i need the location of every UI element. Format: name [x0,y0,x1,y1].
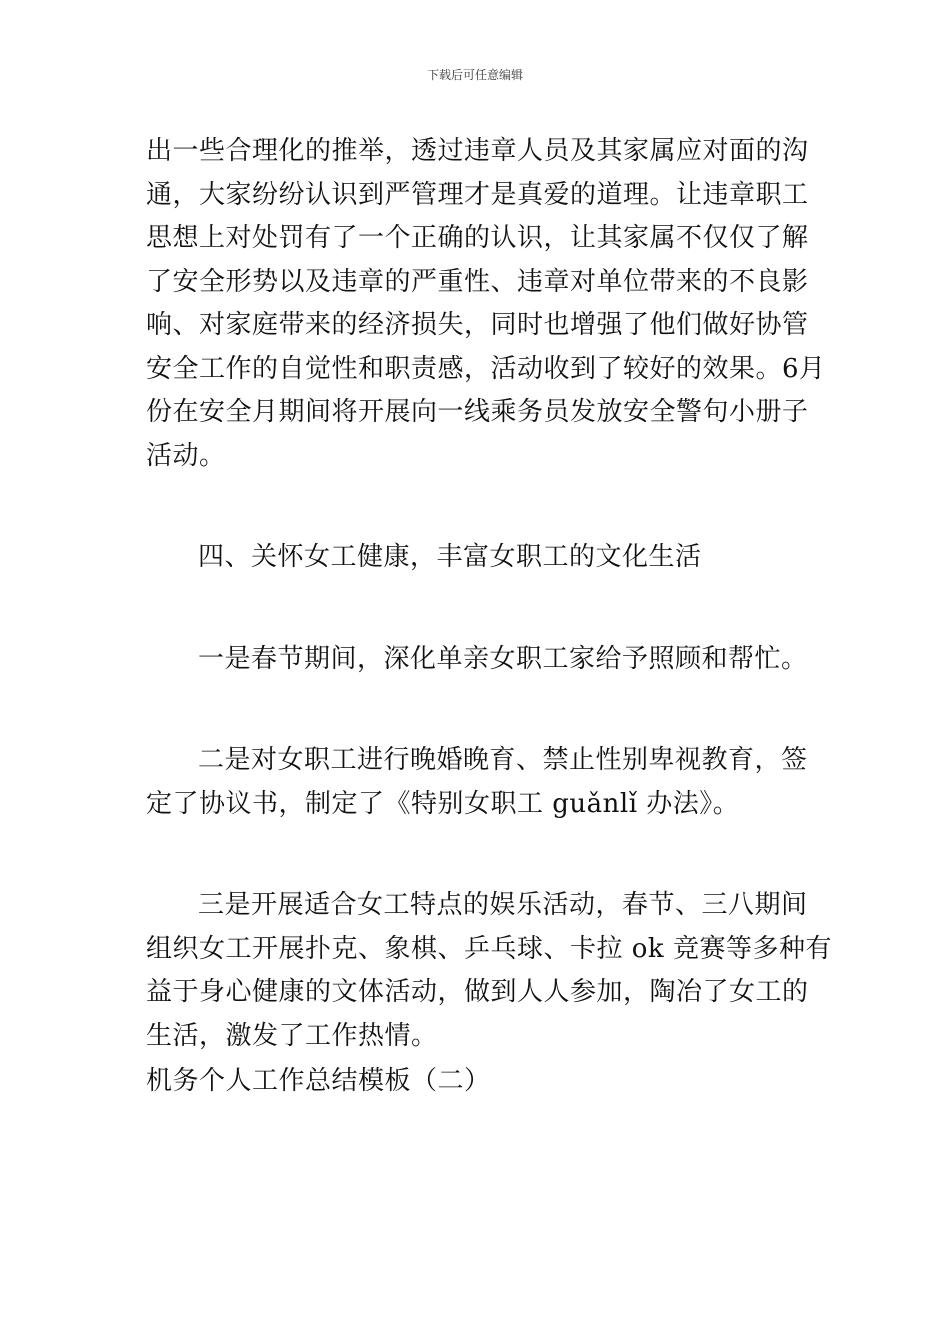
text-line: 思想上对处罚有了一个正确的认识，让其家属不仅仅了解 [146,223,809,253]
text-line: 组织女工开展扑克、象棋、乒乓球、卡拉 ok 竞赛等多种有 [146,933,832,964]
text-line: 响、对家庭带来的经济损失，同时也增强了他们做好协管 [146,310,809,340]
paragraph-gap [146,681,808,739]
text-line: 通，大家纷纷认识到严管理才是真爱的道理。让违章职工 [146,179,809,210]
text-line: 出一些合理化的推举，透过违章人员及其家属应对面的沟 [146,136,809,166]
document-title: 机务个人工作总结模板（二） [146,1066,491,1096]
paragraph-item-two [146,739,808,826]
text-line: 定了协议书，制定了《特别女职工 guǎnlǐ 办法》。 [146,788,740,819]
paragraph-item-one [146,638,808,682]
document-body [146,130,832,1104]
paragraph-item-three [146,884,832,1058]
paragraph-gap [146,580,808,638]
text-line: 生活，激发了工作热情。 [146,1020,438,1051]
paragraph-gap [146,826,808,884]
text-line: 安全工作的自觉性和职责感，活动收到了较好的效果。6月 [146,353,826,384]
text-line: 二是对女职工进行晚婚晚育、禁止性别卑视教育，签 [198,745,808,775]
section-heading [146,536,808,580]
text-line: 活动。 [146,440,226,471]
paragraph-gap [146,478,808,536]
page-header: 下载后可任意编辑 [426,68,523,82]
text-line: 三是开展适合女工特点的娱乐活动，春节、三八期间 [198,890,808,920]
text-line: 份在安全月期间将开展向一线乘务员发放安全警句小册子 [146,397,809,427]
paragraph-continuation [146,130,826,478]
text-line: 四、关怀女工健康，丰富女职工的文化生活 [198,542,702,572]
text-line: 了安全形势以及违章的严重性、违章对单位带来的不良影 [146,266,809,297]
text-line: 益于身心健康的文体活动，做到人人参加，陶冶了女工的 [146,977,809,1007]
text-line: 一是春节期间，深化单亲女职工家给予照顾和帮忙。 [198,643,808,674]
